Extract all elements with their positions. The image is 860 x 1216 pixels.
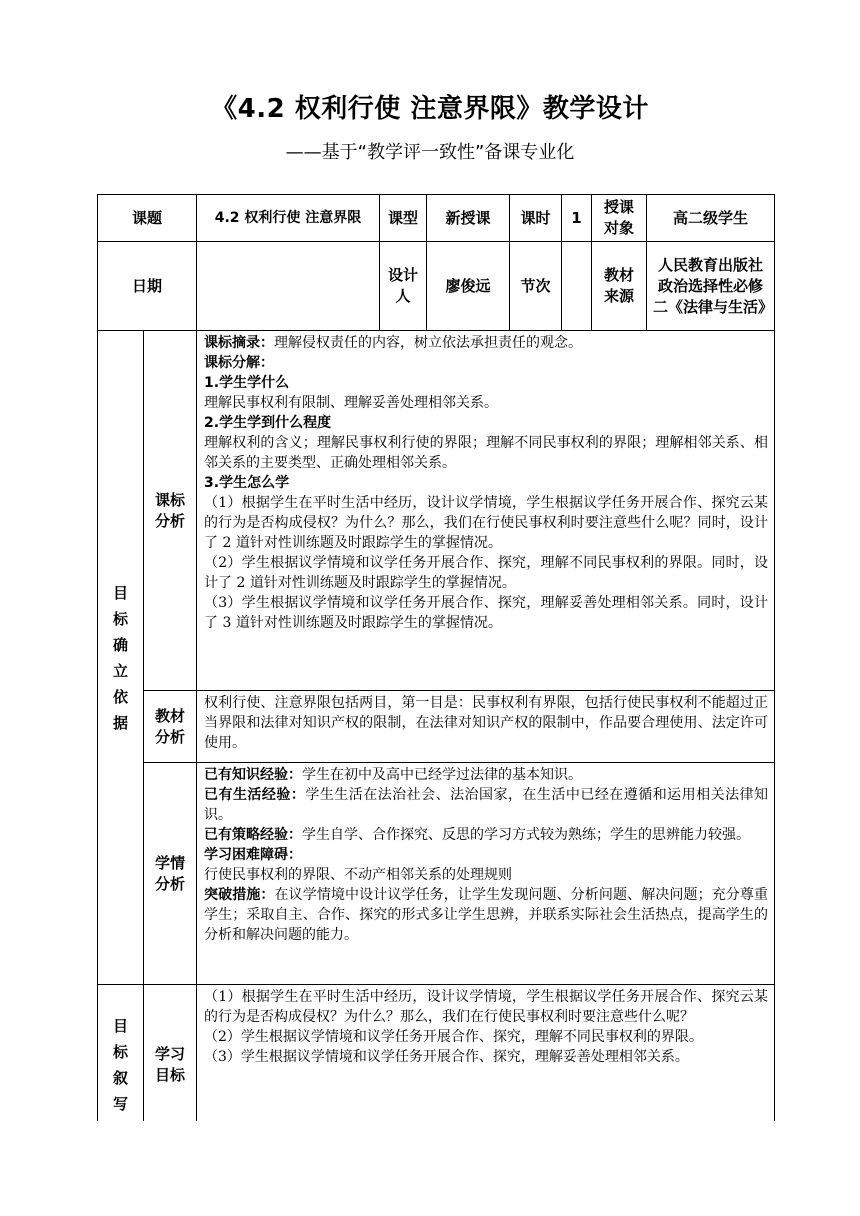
students-content	[197, 763, 775, 985]
audience-label: 授课对象	[592, 195, 647, 242]
goal-writing-label	[98, 985, 144, 1122]
strategy-text: 学生自学、合作探究、反思的学习方式较为熟练；学生的思辨能力较强。	[302, 827, 751, 843]
objectives-row	[98, 985, 775, 1122]
breakthrough-label: 突破措施：	[204, 887, 275, 903]
topic-value: 4.2 权利行使 注意界限	[197, 195, 380, 242]
textbook-row	[98, 691, 775, 763]
goal-writing-label-text: 目标叙写	[112, 1016, 128, 1113]
life-label: 已有生活经验：	[204, 787, 306, 803]
designer-label: 设计人	[380, 242, 427, 331]
excerpt-text: 理解侵权责任的内容，树立依法承担责任的观念。	[274, 335, 583, 351]
knowledge-label: 已有知识经验：	[204, 767, 303, 783]
source-value: 人民教育出版社政治选择性必修二《法律与生活》	[647, 242, 775, 331]
goal-basis-label	[98, 331, 144, 985]
strategy-label: 已有策略经验：	[204, 827, 303, 843]
source-label: 教材来源	[592, 242, 647, 331]
curriculum-label-text: 课标分析	[154, 490, 185, 530]
objective-item-2: （2）学生根据议学情境和议学任务开展合作、探究，理解不同民事权利的界限。	[204, 1029, 703, 1045]
students-row	[98, 763, 775, 985]
objectives-label-text: 学习目标	[154, 1044, 185, 1084]
date-label: 日期	[98, 242, 197, 331]
q3-item-2: （2）学生根据议学情境和议学任务开展合作、探究，理解不同民事权利的界限。同时，设计了 2 道针对性训练题及时跟踪学生的掌握情况。	[204, 555, 769, 591]
type-value: 新授课	[427, 195, 510, 242]
document-subtitle: ——基于“教学评一致性”备课专业化	[285, 142, 575, 163]
section-value	[562, 242, 592, 331]
textbook-text: 权利行使、注意界限包括两目，第一目是：民事权利有界限，包括行使民事权利不能超过正当界限和法律对知识产权的限制，在法律对知识产权的限制中，作品要合理使用、法定许可使用。	[204, 695, 769, 751]
difficulty-text: 行使民事权利的界限、不动产相邻关系的处理规则	[204, 867, 513, 883]
period-value: 1	[562, 195, 592, 242]
objective-item-3: （3）学生根据议学情境和议学任务开展合作、探究，理解妥善处理相邻关系。	[204, 1049, 689, 1065]
lesson-plan-table	[97, 194, 775, 1121]
objectives-label	[144, 985, 197, 1122]
date-value	[197, 242, 380, 331]
objective-item-1: （1）根据学生在平时生活中经历，设计议学情境，学生根据议学任务开展合作、探究云某的行为是否构成侵权？为什么？那么，我们在行使民事权利时要注意些什么呢？	[204, 989, 769, 1025]
textbook-label	[144, 691, 197, 763]
curriculum-row	[98, 331, 775, 691]
students-label	[144, 763, 197, 985]
textbook-label-text: 教材分析	[154, 706, 185, 746]
q1-text: 理解民事权利有限制、理解妥善处理相邻关系。	[204, 395, 499, 411]
excerpt-label: 课标摘录：	[204, 335, 275, 351]
header-row-date	[98, 242, 775, 331]
breakthrough-text: 在议学情境中设计议学任务，让学生发现问题、分析问题、解决问题；充分尊重学生；采取自主、合作、探究的形式多让学生思辨，并联系实际社会生活热点，提高学生的分析和解决问题的能力。	[204, 887, 769, 943]
type-label: 课型	[380, 195, 427, 242]
q2-text: 理解权利的含义；理解民事权利行使的界限；理解不同民事权利的界限；理解相邻关系、相邻关系的主要类型、正确处理相邻关系。	[204, 435, 769, 471]
goal-basis-label-text: 目标确立依据	[112, 583, 128, 732]
breakdown-label: 课标分解：	[204, 355, 275, 371]
difficulty-label: 学习困难障碍：	[204, 847, 303, 863]
students-label-text: 学情分析	[154, 853, 185, 893]
audience-value: 高二级学生	[647, 195, 775, 242]
objectives-content	[197, 985, 775, 1122]
textbook-content	[197, 691, 775, 763]
knowledge-text: 学生在初中及高中已经学过法律的基本知识。	[302, 767, 583, 783]
q1-label: 1.学生学什么	[204, 375, 290, 391]
period-label: 课时	[510, 195, 562, 242]
life-text: 学生生活在法治社会、法治国家，在生活中已经在遵循和运用相关法律知识。	[204, 787, 769, 823]
section-label: 节次	[510, 242, 562, 331]
q3-item-3: （3）学生根据议学情境和议学任务开展合作、探究，理解妥善处理相邻关系。同时，设计了 3 道针对性训练题及时跟踪学生的掌握情况。	[204, 595, 769, 631]
topic-label: 课题	[98, 195, 197, 242]
curriculum-content	[197, 331, 775, 691]
q3-item-1: （1）根据学生在平时生活中经历，设计议学情境，学生根据议学任务开展合作、探究云某的行为是否构成侵权？为什么？那么，我们在行使民事权利时要注意些什么呢？同时，设计了 2 道针对性训练题及时跟踪学生的掌握情况。	[204, 495, 769, 551]
designer-value: 廖俊远	[427, 242, 510, 331]
header-row-topic	[98, 195, 775, 242]
q2-label: 2.学生学到什么程度	[204, 415, 332, 431]
document-title: 《4.2 权利行使 注意界限》教学设计	[211, 94, 649, 124]
q3-label: 3.学生怎么学	[204, 475, 290, 491]
curriculum-label	[144, 331, 197, 691]
